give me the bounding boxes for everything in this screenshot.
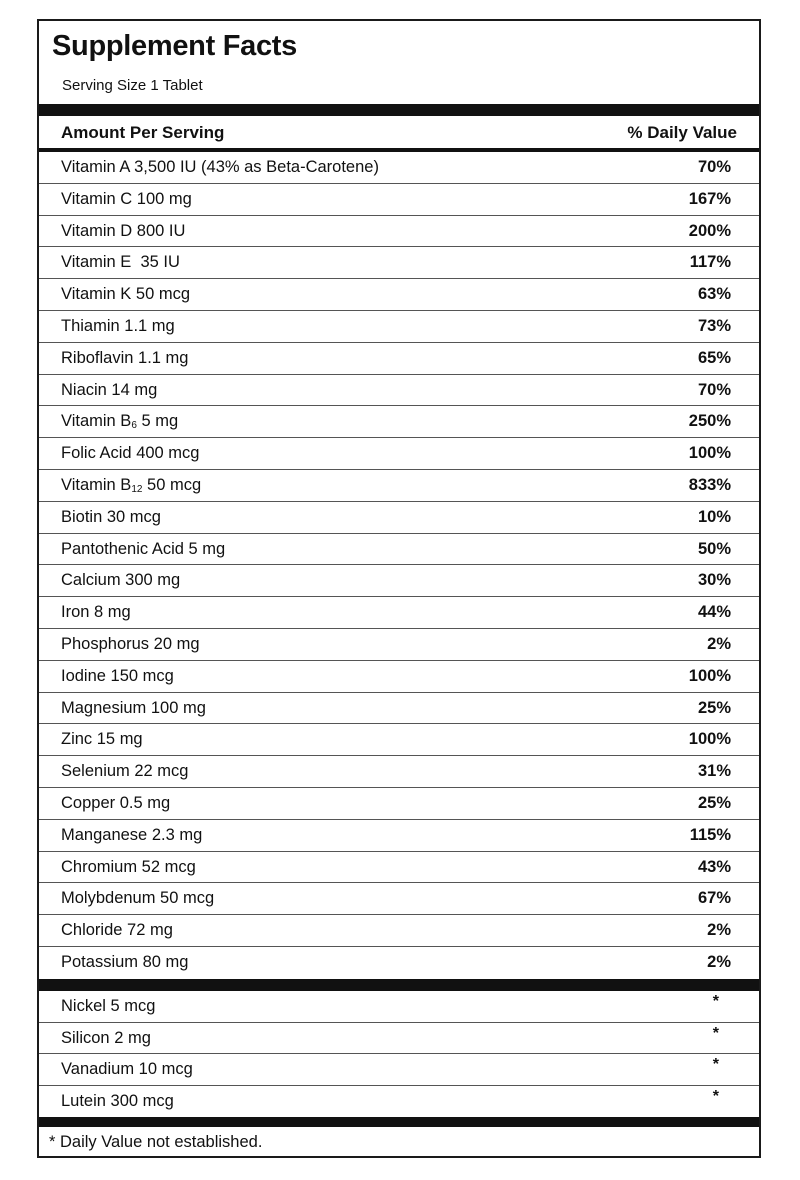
thick-divider xyxy=(39,979,759,991)
daily-value: 73% xyxy=(697,317,731,335)
nutrient-row xyxy=(39,693,759,725)
nutrient-name: Pantothenic Acid 5 mg xyxy=(61,539,226,558)
daily-value: 117% xyxy=(689,253,731,272)
nutrient-row xyxy=(39,534,759,566)
nutrient-name: Zinc 15 mg xyxy=(61,730,143,749)
nutrient-row xyxy=(39,724,759,756)
nutrient-name-prefix: Vitamin B xyxy=(61,476,132,494)
nutrient-row xyxy=(39,565,759,597)
nutrient-name: Magnesium 100 mg xyxy=(61,698,206,717)
nutrient-name: Calcium 300 mg xyxy=(61,571,181,590)
daily-value-header: % Daily Value xyxy=(627,123,737,142)
nutrient-row xyxy=(39,947,759,979)
nutrient-name: Vanadium 10 mcg xyxy=(61,1060,193,1078)
nutrient-name: Phosphorus 20 mg xyxy=(61,635,200,653)
nutrient-name-prefix: Vitamin B xyxy=(61,412,132,431)
nutrient-name: Vitamin D 800 IU xyxy=(61,221,186,240)
nutrient-name: Vitamin A 3,500 IU (43% as Beta-Carotene) xyxy=(61,158,379,176)
column-header xyxy=(39,116,759,148)
nutrient-name: Chloride 72 mg xyxy=(61,921,173,940)
daily-value: 63% xyxy=(697,285,731,304)
nutrient-name: Silicon 2 mg xyxy=(61,1028,151,1047)
nutrient-name xyxy=(61,412,178,431)
daily-value: 10% xyxy=(697,507,731,526)
nutrient-name-subscript: 12 xyxy=(131,484,143,495)
nutrient-row xyxy=(39,406,759,438)
daily-value: 44% xyxy=(697,603,731,622)
nutrient-row xyxy=(39,438,759,470)
thick-divider xyxy=(39,1117,759,1127)
nutrient-name-amount: 50 mcg xyxy=(142,476,202,494)
nutrient-name-amount: 5 mg xyxy=(136,412,179,431)
nutrient-row xyxy=(39,883,759,915)
daily-value: 70% xyxy=(697,380,731,399)
nutrient-name: Potassium 80 mg xyxy=(61,953,189,971)
daily-value: 250% xyxy=(688,412,731,431)
nutrient-name: Manganese 2.3 mg xyxy=(61,825,203,844)
nutrient-name: Nickel 5 mcg xyxy=(61,997,156,1015)
footnote: * Daily Value not established. xyxy=(49,1133,263,1151)
serving-size: Serving Size 1 Tablet xyxy=(62,77,203,94)
nutrient-row xyxy=(39,1086,759,1118)
nutrient-row xyxy=(39,788,759,820)
daily-value: 50% xyxy=(697,539,731,558)
daily-value: 833% xyxy=(688,476,731,494)
nutrient-name: Riboflavin 1.1 mg xyxy=(61,348,189,367)
nutrient-row xyxy=(39,247,759,279)
daily-value: 65% xyxy=(697,348,731,367)
daily-value: 2% xyxy=(707,635,731,653)
nutrient-row xyxy=(39,311,759,343)
thick-divider xyxy=(39,104,759,116)
nutrient-name: Folic Acid 400 mcg xyxy=(61,444,200,463)
nutrient-name: Niacin 14 mg xyxy=(61,380,158,399)
nutrient-row xyxy=(39,661,759,693)
nutrient-name: Chromium 52 mcg xyxy=(61,857,196,876)
nutrient-name: Vitamin K 50 mcg xyxy=(61,285,191,304)
nutrient-row xyxy=(39,991,759,1023)
daily-value: 100% xyxy=(688,730,731,749)
daily-value: * xyxy=(712,1056,719,1073)
nutrient-row xyxy=(39,279,759,311)
daily-value: 31% xyxy=(697,762,731,781)
nutrient-name: Biotin 30 mcg xyxy=(61,507,161,526)
daily-value: 70% xyxy=(697,158,731,176)
daily-value: 30% xyxy=(697,571,731,590)
daily-value: * xyxy=(712,1087,719,1105)
nutrient-name: Molybdenum 50 mcg xyxy=(61,889,215,908)
supplement-facts-panel xyxy=(37,19,761,1158)
nutrient-name: Lutein 300 mcg xyxy=(61,1091,174,1110)
amount-per-serving-header: Amount Per Serving xyxy=(61,123,225,142)
daily-value: 25% xyxy=(697,794,731,812)
nutrient-row xyxy=(39,343,759,375)
nutrient-name: Selenium 22 mcg xyxy=(61,762,189,781)
daily-value: 43% xyxy=(697,857,731,876)
daily-value: 100% xyxy=(688,666,731,685)
daily-value: 200% xyxy=(688,221,731,240)
nutrient-row xyxy=(39,756,759,788)
nutrient-row xyxy=(39,152,759,184)
nutrient-name: Vitamin C 100 mg xyxy=(61,189,192,208)
daily-value: 100% xyxy=(688,444,731,463)
panel-title: Supplement Facts xyxy=(52,30,297,62)
nutrient-row xyxy=(39,1023,759,1055)
nutrient-row xyxy=(39,216,759,248)
nutrient-name xyxy=(61,476,201,495)
nutrient-row xyxy=(39,184,759,216)
nutrient-row xyxy=(39,915,759,947)
nutrient-name: Thiamin 1.1 mg xyxy=(61,317,175,335)
daily-value: 2% xyxy=(707,921,731,940)
daily-value: 115% xyxy=(689,825,731,844)
daily-value: 167% xyxy=(688,189,731,208)
nutrient-name: Iron 8 mg xyxy=(61,603,131,622)
daily-value: 2% xyxy=(707,953,731,971)
nutrient-name: Vitamin E 35 IU xyxy=(61,253,180,272)
daily-value: 25% xyxy=(697,698,731,717)
nutrient-row xyxy=(39,597,759,629)
nutrient-name-subscript: 6 xyxy=(131,420,137,432)
daily-value: * xyxy=(712,993,719,1010)
nutrient-row xyxy=(39,375,759,407)
nutrient-row xyxy=(39,502,759,534)
nutrient-row xyxy=(39,820,759,852)
nutrient-name: Copper 0.5 mg xyxy=(61,794,171,812)
daily-value: 67% xyxy=(697,889,731,908)
daily-value: * xyxy=(712,1024,719,1042)
nutrient-row xyxy=(39,1054,759,1086)
nutrient-name: Iodine 150 mcg xyxy=(61,666,174,685)
nutrient-row xyxy=(39,852,759,884)
nutrient-row xyxy=(39,629,759,661)
nutrient-row xyxy=(39,470,759,502)
